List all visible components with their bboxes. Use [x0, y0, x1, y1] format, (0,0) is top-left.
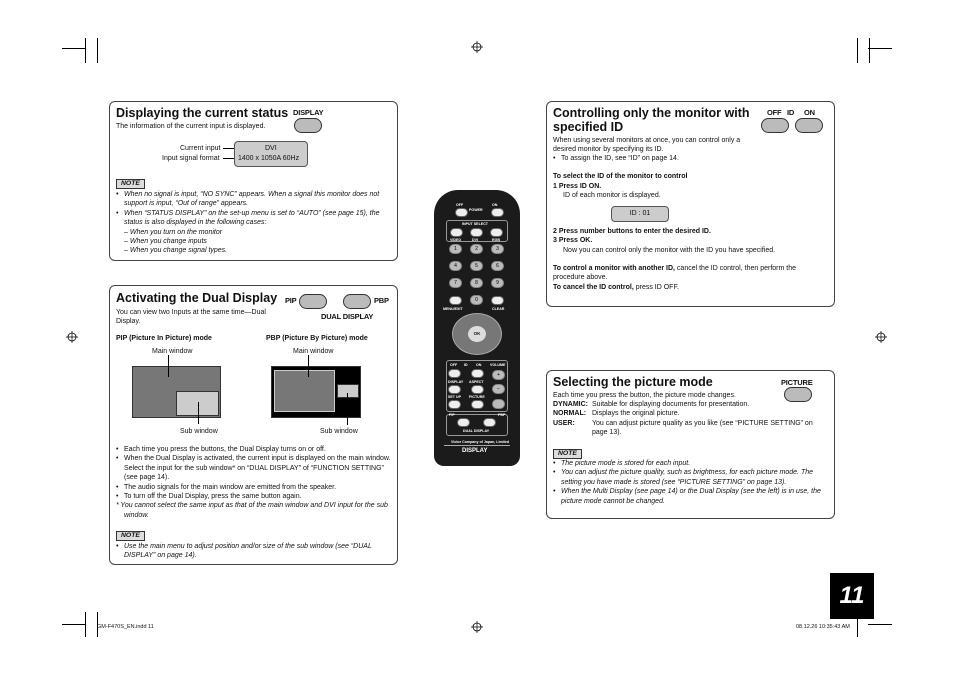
note-case: – When you change inputs — [124, 238, 207, 246]
pip-key-label: PIP — [285, 296, 297, 305]
id-section — [546, 101, 835, 307]
picture-key-label: PICTURE — [781, 378, 813, 387]
dual-intro: You can view two Inputs at the same time—Dual Display. — [116, 309, 266, 326]
mode-normal-desc: Displays the original picture. — [592, 410, 680, 417]
crop-mark — [857, 38, 858, 63]
footnote: * You cannot select the same input as that of the main window and DVI input for the sub window. — [116, 502, 388, 519]
remote-setup-button — [448, 400, 461, 409]
remote-label: PICTURE — [469, 395, 485, 399]
remote-volume-up: + — [492, 370, 505, 380]
remote-label: OFF — [456, 203, 464, 207]
leader-line — [198, 402, 199, 424]
display-key-label: DISPLAY — [293, 108, 324, 117]
remote-dvi-button — [470, 228, 483, 237]
display-button-icon — [294, 118, 322, 133]
id-assign — [553, 154, 679, 163]
remote-label: DISPLAY — [448, 380, 464, 384]
crop-mark — [97, 38, 98, 63]
status-notes — [116, 190, 394, 256]
note-tag: NOTE — [553, 449, 582, 459]
status-intro: The information of the current input is displayed. — [116, 123, 266, 130]
pip-button-icon — [299, 294, 327, 309]
remote-num-button: 7 — [449, 278, 462, 288]
id-on-button-icon — [795, 118, 823, 133]
signal-format-label: Input signal format — [162, 155, 220, 162]
registration-mark-icon — [471, 621, 483, 633]
osd-input-value: DVI — [265, 145, 277, 152]
remote-rgb-button — [490, 228, 503, 237]
footer-file: GM-F470S_EN.indd 11 — [97, 624, 154, 630]
footer-stamp: 08.12.26 10:35:43 AM — [796, 624, 850, 630]
remote-volume-down: − — [492, 384, 505, 394]
note-item: • When “STATUS DISPLAY” on the set-up menu is set to “AUTO” (see page 15), the status is also displayed in the following cases: — [116, 209, 394, 228]
dual-key-label: DUAL DISPLAY — [321, 312, 374, 321]
remote-num-button: 2 — [470, 244, 483, 254]
note-item: • When the Multi Display (see page 14) or the Dual Display (see the left) is in use, the picture mode cannot be changed. — [553, 487, 831, 506]
pbp-subwindow — [337, 384, 359, 398]
mode-normal-name: NORMAL: — [553, 410, 587, 417]
pbp-main-label: Main window — [293, 348, 334, 355]
remote-off-button — [455, 208, 468, 217]
remote-picture-button — [471, 400, 484, 409]
note-item: • When no signal is input, “NO SYNC” appears. When a signal this monitor does not support is input, “Out of range” appears. — [116, 190, 394, 209]
status-osd — [234, 141, 308, 167]
pip-sub-label: Sub window — [180, 428, 218, 435]
dual-notes — [116, 542, 394, 561]
remote-label: VOLUME — [490, 363, 506, 367]
note-tag: NOTE — [116, 179, 145, 189]
note-tag: NOTE — [116, 531, 145, 541]
note-item: • The picture mode is stored for each input. — [553, 459, 831, 468]
remote-label: DVI — [472, 238, 478, 242]
registration-mark-icon — [471, 41, 483, 53]
id-intro: When using several monitors at once, you can control only a desired monitor by specifying its ID. — [553, 137, 741, 154]
remote-aspect-button — [471, 385, 484, 394]
remote-label: MENU/EXIT — [443, 307, 463, 311]
pbp-key-label: PBP — [374, 296, 389, 305]
remote-label: ON — [476, 363, 482, 367]
id-key-label: ID — [787, 108, 795, 117]
bullet-item: • The audio signals for the main window are emitted from the speaker. — [116, 483, 394, 492]
step-3: 3 Press OK. — [553, 237, 593, 244]
crop-mark — [868, 624, 892, 625]
remote-num-button: 1 — [449, 244, 462, 254]
remote-pip-button — [457, 418, 470, 427]
remote-brand: Victor Company of Japan, Limited — [451, 440, 510, 444]
crop-mark — [62, 624, 86, 625]
remote-on-button — [491, 208, 504, 217]
id-on-key-label: ON — [804, 108, 815, 117]
step-1-sub: ID of each monitor is displayed. — [563, 192, 661, 199]
remote-clear-button — [491, 296, 504, 305]
mode-user-name: USER: — [553, 420, 575, 427]
bold-text: To cancel the ID control, — [553, 284, 634, 291]
step-2: 2 Press number buttons to enter the desired ID. — [553, 228, 711, 235]
remote-dpad — [452, 313, 502, 355]
osd-format-value: 1400 x 1050A 60Hz — [238, 155, 300, 162]
pip-heading: PIP (Picture In Picture) mode — [116, 335, 212, 342]
remote-num-button: 9 — [491, 278, 504, 288]
control-other-id — [553, 264, 829, 283]
dual-title: Activating the Dual Display — [116, 291, 278, 305]
crop-mark — [85, 612, 86, 637]
remote-label: OFF — [450, 363, 458, 367]
mode-dynamic-name: DYNAMIC: — [553, 401, 588, 408]
remote-control — [434, 190, 520, 466]
crop-mark — [868, 48, 892, 49]
pip-main-label: Main window — [152, 348, 193, 355]
bullet-item: • When the Dual Display is activated, the current input is displayed on the main window. Select the input for the sub window* on “DUAL DISPLAY” of “FUNCTION SETTING” (see page 14). — [116, 454, 394, 482]
cancel-id — [553, 283, 679, 292]
remote-id-on-button — [471, 369, 484, 378]
remote-num-button: 6 — [491, 261, 504, 271]
remote-label: RGB — [492, 238, 500, 242]
pbp-button-icon — [343, 294, 371, 309]
pbp-heading: PBP (Picture By Picture) mode — [266, 335, 368, 342]
id-off-key-label: OFF — [767, 108, 782, 117]
step-3-sub: Now you can control only the monitor with the ID you have specified. — [563, 247, 776, 254]
status-title: Displaying the current status — [116, 106, 289, 120]
note-case: – When you change signal types. — [124, 247, 228, 255]
remote-label: INPUT SELECT — [462, 222, 488, 226]
leader-line — [168, 355, 169, 377]
note-item: • You can adjust the picture quality, such as brightness, for each picture mode. The setting you have made is stored (see “PICTURE SETTING” on page 13). — [553, 468, 831, 487]
remote-label: PBP — [498, 413, 506, 417]
step-1: 1 Press ID ON. — [553, 183, 602, 190]
current-input-label: Current input — [180, 145, 221, 152]
picture-intro: Each time you press the button, the picture mode changes. — [553, 392, 736, 399]
note-item: • Use the main menu to adjust position and/or size of the sub window (see “DUAL DISPLAY” on page 14). — [116, 542, 394, 561]
leader-line — [347, 393, 348, 425]
remote-label: ID — [464, 363, 468, 367]
remote-pbp-button — [483, 418, 496, 427]
bullet-item: • To turn off the Dual Display, press the same button again. — [116, 492, 394, 501]
crop-mark — [869, 38, 870, 63]
remote-video-button — [450, 228, 463, 237]
remote-label: SET UP — [448, 395, 461, 399]
picture-notes — [553, 459, 831, 506]
remote-num-button: 5 — [470, 261, 483, 271]
pip-screen — [132, 366, 221, 418]
page-number: 11 — [830, 573, 874, 619]
remote-label: ASPECT — [469, 380, 484, 384]
id-title: Controlling only the monitor with specified ID — [553, 106, 750, 134]
pbp-mainwindow — [274, 370, 335, 412]
pbp-sub-label: Sub window — [320, 428, 358, 435]
remote-num-button: 8 — [470, 278, 483, 288]
status-section — [109, 101, 398, 261]
remote-num-button: 0 — [470, 295, 483, 305]
picture-section — [546, 370, 835, 519]
bold-text: To control a monitor with another ID, — [553, 265, 675, 272]
dual-section — [109, 285, 398, 565]
divider — [444, 445, 510, 446]
id-osd: ID : 01 — [611, 206, 669, 222]
remote-menu-button — [449, 296, 462, 305]
bullet-item: • Each time you press the buttons, the Dual Display turns on or off. — [116, 445, 394, 454]
mode-dynamic-desc: Suitable for displaying documents for presentation. — [592, 401, 750, 408]
remote-model: DISPLAY — [462, 448, 488, 454]
remote-mute-button — [492, 399, 505, 409]
registration-mark-icon — [66, 331, 78, 343]
remote-label: VIDEO — [450, 238, 462, 242]
registration-mark-icon — [875, 331, 887, 343]
remote-display-button — [448, 385, 461, 394]
remote-label: PIP — [449, 413, 455, 417]
crop-mark — [85, 38, 86, 63]
select-heading: To select the ID of the monitor to control — [553, 173, 688, 180]
remote-label: POWER — [469, 208, 483, 212]
note-case: – When you turn on the monitor — [124, 228, 223, 236]
remote-num-button: 4 — [449, 261, 462, 271]
mode-user-desc: You can adjust picture quality as you like (see “PICTURE SETTING” on page 13). — [592, 420, 813, 437]
bullet-item: • To assign the ID, see “ID” on page 14. — [553, 154, 679, 163]
remote-label: CLEAR — [492, 307, 505, 311]
text: press ID OFF. — [633, 284, 679, 291]
crop-mark — [62, 48, 86, 49]
remote-label: ON — [492, 203, 498, 207]
picture-button-icon — [784, 387, 812, 402]
remote-label: DUAL DISPLAY — [463, 429, 490, 433]
picture-title: Selecting the picture mode — [553, 375, 713, 389]
id-off-button-icon — [761, 118, 789, 133]
dual-bullets — [116, 445, 394, 520]
remote-num-button: 3 — [491, 244, 504, 254]
remote-id-off-button — [448, 369, 461, 378]
text: cancel the ID control, then perform the procedure above. — [553, 265, 796, 282]
remote-ok-button: OK — [468, 326, 486, 342]
leader-line — [308, 355, 309, 377]
